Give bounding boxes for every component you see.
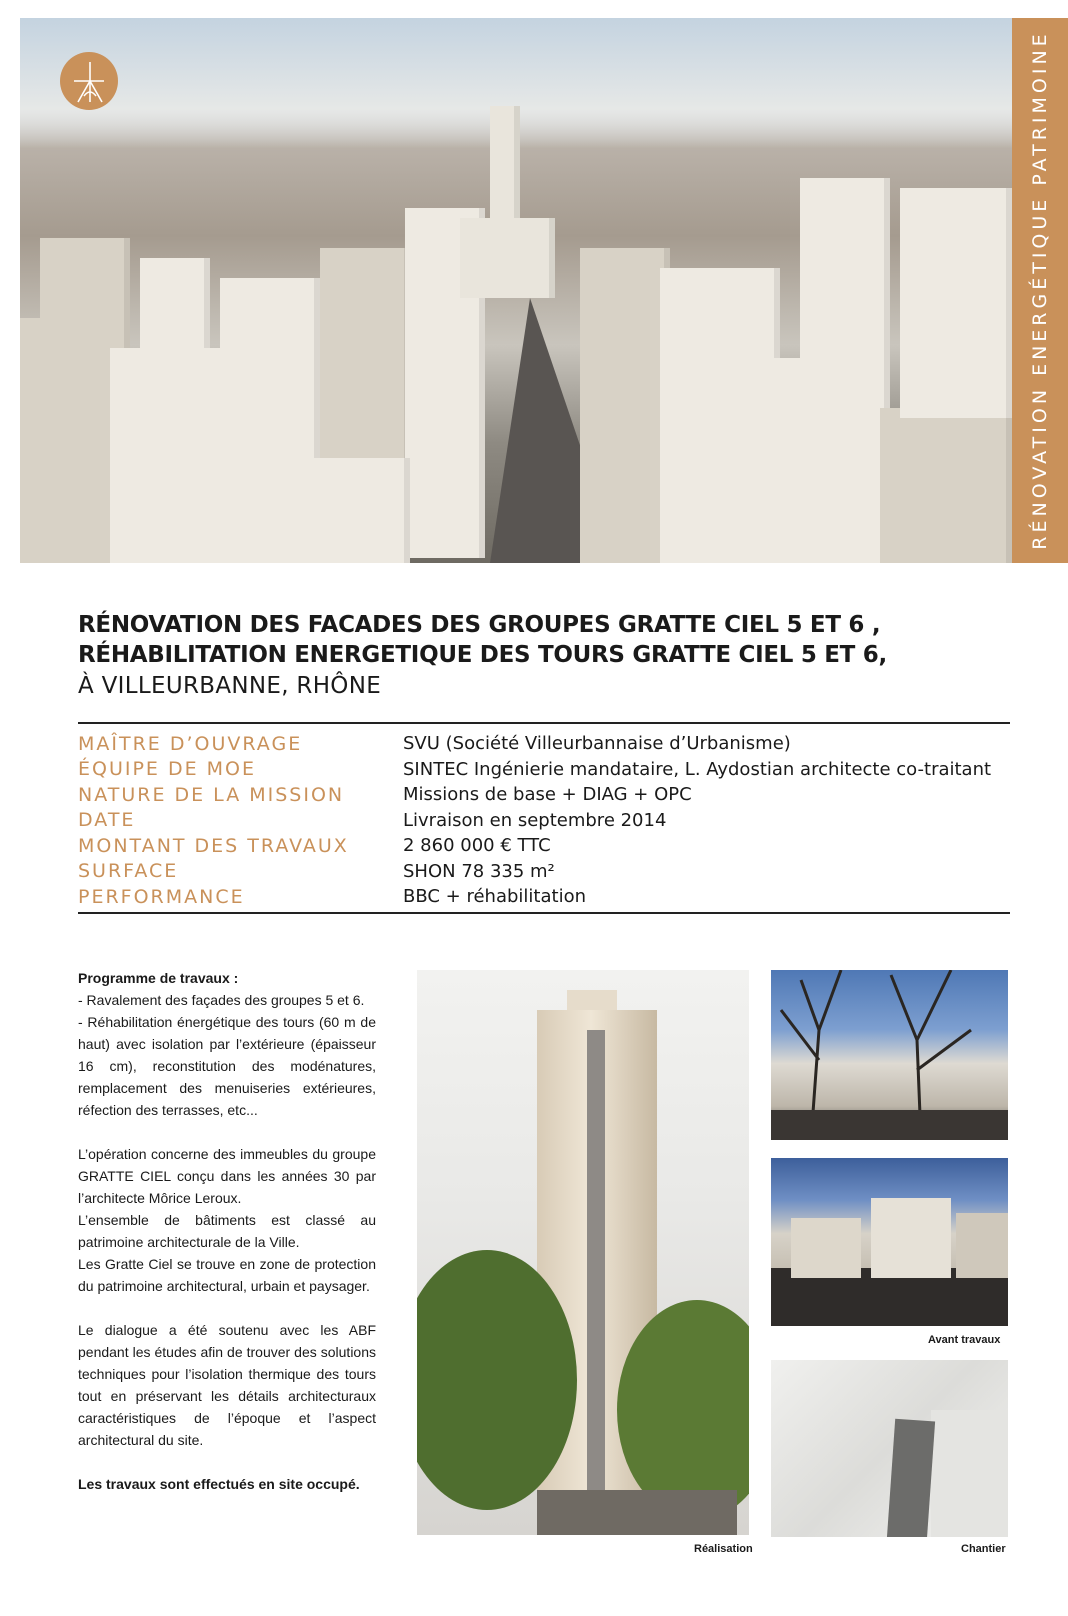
- logo: [60, 52, 118, 110]
- building-block: [900, 188, 1012, 418]
- closing-note: Les travaux sont effectués en site occupé.: [78, 1476, 360, 1492]
- program-item: - Réhabilitation énergétique des tours (60 m de haut) avec isolation par l’extérieure (épaisseur 16 cm), reconstitution des modénatures, remplacement des menuiseries extérieures, réfection des terrasses, etc...: [78, 1014, 376, 1118]
- fact-label: SURFACE: [78, 860, 179, 883]
- category-label: RÉNOVATION ENERGÉTIQUE PATRIMOINE: [1029, 30, 1051, 550]
- fact-label: DATE: [78, 809, 136, 832]
- fact-value: Livraison en septembre 2014: [403, 809, 667, 831]
- photo-avant-1: [771, 970, 1008, 1140]
- fact-value: SVU (Société Villeurbannaise d’Urbanisme): [403, 733, 791, 755]
- project-facts: [78, 731, 1010, 910]
- caption-chantier: Chantier: [961, 1543, 1006, 1555]
- building-block: [140, 258, 210, 348]
- fact-value: 2 860 000 € TTC: [403, 835, 551, 857]
- title-line-2: RÉHABILITATION ENERGETIQUE DES TOURS GRATTE CIEL 5 ET 6,: [78, 642, 887, 668]
- project-description: [78, 967, 376, 1495]
- hero-photo: [20, 18, 1012, 563]
- tower-glazing: [587, 1030, 605, 1530]
- description-paragraph: Les Gratte Ciel se trouve en zone de protection du patrimoine architectural, urbain et paysager.: [78, 1256, 376, 1294]
- fact-row: [78, 859, 1010, 885]
- program-heading: Programme de travaux :: [78, 970, 239, 986]
- bare-trees: [771, 970, 1008, 1140]
- fact-row: [78, 833, 1010, 859]
- building-facades: [771, 1158, 1008, 1326]
- description-paragraph: L’ensemble de bâtiments est classé au patrimoine architecturale de la Ville.: [78, 1212, 376, 1250]
- fact-value: SINTEC Ingénierie mandataire, L. Aydostian architecte co-traitant: [403, 758, 992, 780]
- category-sidebar: [1012, 18, 1068, 563]
- fact-label: MONTANT DES TRAVAUX: [78, 834, 349, 857]
- title-location: À VILLEURBANNE, RHÔNE: [78, 673, 382, 699]
- building-block: [190, 458, 410, 563]
- fact-row: [78, 884, 1010, 910]
- fact-label: MAÎTRE D’OUVRAGE: [78, 732, 303, 755]
- building-block: [800, 178, 890, 368]
- fact-value: Missions de base + DIAG + OPC: [403, 784, 692, 806]
- fact-label: NATURE DE LA MISSION: [78, 783, 345, 806]
- description-paragraph: L’opération concerne des immeubles du groupe GRATTE CIEL conçu dans les années 30 par l’architecte Môrice Leroux.: [78, 1146, 376, 1206]
- metal-profile: [887, 1419, 935, 1537]
- title-line-1: RÉNOVATION DES FACADES DES GROUPES GRATTE CIEL 5 ET 6 ,: [78, 612, 881, 638]
- building-block: [40, 238, 130, 328]
- caption-avant: Avant travaux: [928, 1334, 1001, 1346]
- fact-label: ÉQUIPE DE MOE: [78, 758, 256, 781]
- fact-value: SHON 78 335 m²: [403, 860, 555, 882]
- fact-row: [78, 782, 1010, 808]
- town-hall: [460, 218, 555, 298]
- building-block: [580, 248, 670, 563]
- building-block: [740, 358, 890, 563]
- insulation-panel: [931, 1410, 1008, 1537]
- project-title: [78, 610, 1008, 702]
- building-block: [880, 408, 1012, 563]
- fact-value: BBC + réhabilitation: [403, 886, 586, 908]
- divider-bottom: [78, 912, 1010, 914]
- logo-mark-icon: [60, 52, 118, 110]
- fact-row: [78, 731, 1010, 757]
- description-paragraph: Le dialogue a été soutenu avec les ABF pendant les études afin de trouver des solutions techniques pour l’isolation thermique des tours tout en préservant les détails architecturaux caractéristiques de l’époque et l’aspect architectural du site.: [78, 1322, 376, 1448]
- program-item: - Ravalement des façades des groupes 5 et 6.: [78, 992, 365, 1008]
- fact-label: PERFORMANCE: [78, 885, 245, 908]
- fact-row: [78, 757, 1010, 783]
- photo-avant-2: [771, 1158, 1008, 1326]
- fact-row: [78, 808, 1010, 834]
- ground-floor-shops: [537, 1490, 737, 1535]
- caption-realisation: Réalisation: [694, 1543, 753, 1555]
- divider-top: [78, 722, 1010, 724]
- photo-realisation: [417, 970, 749, 1535]
- photo-chantier: [771, 1360, 1008, 1537]
